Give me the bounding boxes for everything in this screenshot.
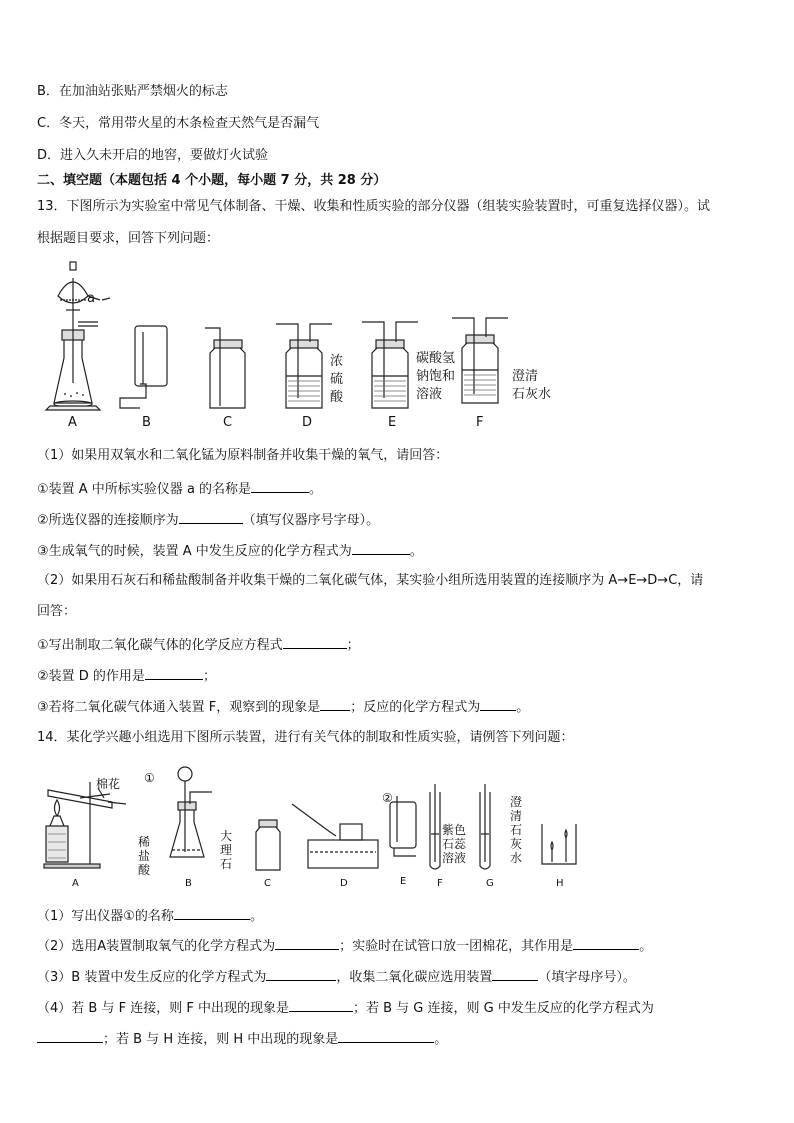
q14-lime-5: 水 (510, 851, 523, 865)
q13-apparatus-f (452, 318, 508, 403)
q13-part2-head-2: 回答： (37, 604, 77, 619)
q14-marble-2: 理 (220, 843, 233, 857)
q13-e-reagent-3: 溶液 (416, 387, 443, 402)
q13-part2-head-1: （2）如果用石灰石和稀盐酸制备并收集干燥的二氧化碳气体，某实验小组所选用装置的连接顺序为 A→E→D→C，请 (37, 573, 704, 588)
q13-e-reagent-2: 钠饱和 (416, 369, 456, 384)
answer-blank[interactable] (145, 665, 203, 680)
q14-apparatus-h (542, 824, 576, 864)
q14-lime-3: 石 (510, 823, 523, 837)
q13-letter-a: A (68, 415, 77, 430)
q13-e-reagent-1: 碳酸氢 (416, 351, 456, 366)
q14-lime-1: 澄 (510, 795, 523, 809)
q14-letter-a: A (72, 878, 79, 889)
answer-blank[interactable] (266, 966, 336, 981)
q13-letter-b: B (142, 415, 151, 430)
q13-apparatus-e (362, 322, 418, 408)
answer-blank[interactable] (480, 696, 516, 711)
answer-blank[interactable] (289, 997, 353, 1012)
answer-blank[interactable] (573, 935, 639, 950)
q14-apparatus-d (292, 804, 378, 868)
q14-part3: （3）B 装置中发生反应的化学方程式为 ，收集二氧化碳应选用装置 （填字母序号）。 (37, 966, 636, 988)
q14-litmus-1: 紫色 (442, 823, 467, 837)
q13-part1-c: ③生成氧气的时候，装置 A 中发生反应的化学方程式为 。 (37, 540, 423, 562)
q13-apparatus-d (276, 324, 332, 408)
q13-d-reagent-3: 酸 (330, 390, 344, 405)
q13-apparatus-c (205, 328, 245, 408)
q14-marble-1: 大 (220, 829, 233, 843)
q13-d-reagent-1: 浓 (330, 354, 344, 369)
q14-apparatus-b (170, 767, 212, 857)
q14-apparatus-a (44, 782, 126, 868)
q13-intro-1: 13．下图所示为实验室中常见气体制备、干燥、收集和性质实验的部分仪器（组装实验装置时，可重复选择仪器）。试 (37, 199, 711, 214)
q13-intro-2: 根据题目要求，回答下列问题： (37, 231, 220, 246)
option-b: B．在加油站张贴严禁烟火的标志 (37, 84, 228, 99)
q13-letter-e: E (388, 415, 397, 430)
q13-part1-a: ①装置 A 中所标实验仪器 a 的名称是 。 (37, 478, 322, 500)
answer-blank[interactable] (174, 905, 250, 920)
q14-hcl-3: 酸 (138, 863, 151, 877)
q13-f-reagent-1: 澄清 (512, 369, 539, 384)
q14-lime-4: 灰 (510, 837, 523, 851)
answer-blank[interactable] (338, 1028, 434, 1043)
q13-part2-c: ③若将二氧化碳气体通入装置 F，观察到的现象是 ；反应的化学方程式为 。 (37, 696, 529, 718)
q14-apparatus-e (390, 796, 416, 856)
q14-mark-1: ① (144, 771, 155, 785)
answer-blank[interactable] (275, 935, 339, 950)
q13-apparatus-b (120, 326, 167, 408)
answer-blank[interactable] (352, 540, 410, 555)
option-d: D．进入久未开启的地窖，要做灯火试验 (37, 148, 269, 163)
q13-part1-b: ②所选仪器的连接顺序为 （填写仪器序号字母）。 (37, 509, 379, 531)
answer-blank[interactable] (320, 696, 350, 711)
answer-blank[interactable] (251, 478, 309, 493)
answer-blank[interactable] (37, 1028, 103, 1043)
q14-letter-e: E (400, 876, 407, 887)
q14-marble-3: 石 (220, 857, 233, 871)
q14-letter-h: H (556, 878, 564, 889)
q14-litmus-3: 溶液 (442, 851, 467, 865)
q14-letter-f: F (437, 878, 443, 889)
q14-letter-b: B (185, 878, 192, 889)
q14-mark-2: ② (382, 791, 393, 805)
q14-part4-line2: ；若 B 与 H 连接，则 H 中出现的现象是 。 (37, 1028, 447, 1050)
answer-blank[interactable] (492, 966, 538, 981)
q13-f-reagent-2: 石灰水 (512, 387, 552, 402)
q14-figure (40, 762, 600, 892)
q14-letter-g: G (486, 878, 494, 889)
q14-part2: （2）选用A装置制取氧气的化学方程式为 ；实验时在试管口放一团棉花，其作用是 。 (37, 935, 652, 957)
q13-label-a-mark: a (87, 291, 95, 306)
q13-figure (40, 258, 580, 430)
q14-hcl-2: 盐 (138, 849, 151, 863)
q14-litmus-2: 石蕊 (442, 837, 467, 851)
q14-apparatus-c (256, 820, 280, 870)
q13-part2-b: ②装置 D 的作用是 ； (37, 665, 216, 687)
answer-blank[interactable] (179, 509, 243, 524)
q14-apparatus-g (480, 784, 490, 869)
q14-hcl-1: 稀 (138, 835, 151, 849)
q13-part2-a: ①写出制取二氧化碳气体的化学反应方程式 ； (37, 634, 360, 656)
q13-letter-f: F (476, 415, 484, 430)
q14-cotton-label: 棉花 (96, 777, 121, 791)
q13-apparatus-a (46, 262, 100, 410)
q14-letter-d: D (340, 878, 348, 889)
q13-letter-c: C (223, 415, 233, 430)
answer-blank[interactable] (283, 634, 347, 649)
q14-letter-c: C (264, 878, 271, 889)
section-title: 二、填空题（本题包括 4 个小题，每小题 7 分，共 28 分） (37, 173, 387, 188)
q14-part4-line1: （4）若 B 与 F 连接，则 F 中出现的现象是 ；若 B 与 G 连接，则 G 中发生反应的化学方程式为 (37, 997, 654, 1019)
q14-part1: （1）写出仪器①的名称 。 (37, 905, 263, 927)
option-c: C．冬天，常用带火星的木条检查天然气是否漏气 (37, 116, 320, 131)
q14-intro: 14．某化学兴趣小组选用下图所示装置，进行有关气体的制取和性质实验，请例答下列问题： (37, 730, 574, 745)
q13-d-reagent-2: 硫 (330, 372, 344, 387)
q14-apparatus-f (430, 784, 440, 869)
q13-letter-d: D (302, 415, 313, 430)
q13-part1-head: （1）如果用双氧水和二氧化锰为原料制备并收集干燥的氧气，请回答： (37, 448, 449, 463)
q14-lime-2: 清 (510, 809, 523, 823)
